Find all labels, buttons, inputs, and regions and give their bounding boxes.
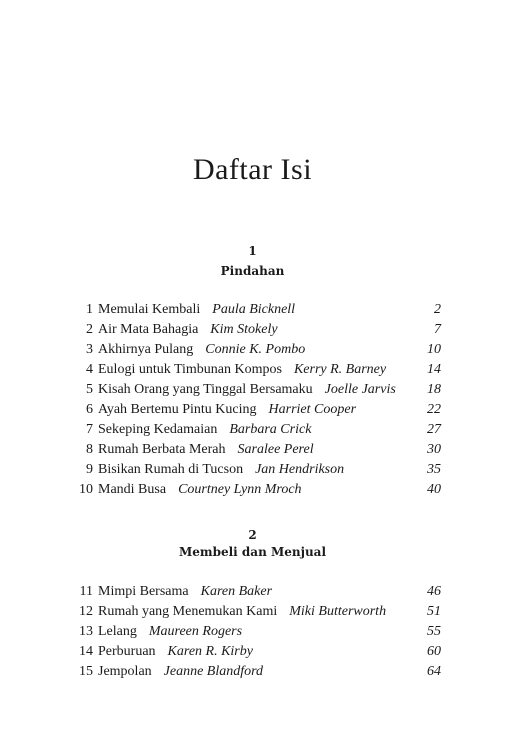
entry-number: 9 — [86, 462, 93, 477]
entry-page-number: 27 — [427, 422, 441, 437]
entry-number: 4 — [86, 362, 93, 377]
entry-author: Miki Butterworth — [289, 604, 387, 619]
entry-title: Lelang — [98, 624, 137, 639]
entry-number: 5 — [86, 382, 93, 397]
entry-text — [98, 402, 356, 418]
entry-number: 11 — [79, 584, 93, 599]
entry-title: Ayah Bertemu Pintu Kucing — [98, 402, 257, 417]
toc-entry — [0, 644, 505, 664]
entry-text — [98, 362, 386, 378]
entry-title: Jempolan — [98, 664, 152, 679]
entry-text — [98, 624, 242, 640]
entry-text — [98, 422, 311, 438]
entry-page-number: 51 — [427, 604, 441, 619]
part-title: Pindahan — [220, 264, 285, 278]
entry-text — [98, 302, 295, 318]
entry-title: Bisikan Rumah di Tucson — [98, 462, 244, 477]
entry-page-number: 46 — [427, 584, 441, 599]
entry-number: 6 — [86, 402, 93, 417]
entry-title: Kisah Orang yang Tinggal Bersamaku — [98, 382, 313, 397]
entry-page-number: 35 — [427, 462, 441, 477]
toc-entry — [0, 604, 505, 624]
toc-entry — [0, 382, 505, 402]
toc-entry — [0, 402, 505, 422]
entry-text — [98, 382, 396, 398]
entry-page-number: 22 — [427, 402, 441, 417]
entry-page-number: 40 — [427, 482, 441, 497]
entry-page-number: 10 — [427, 342, 441, 357]
entry-author: Jeanne Blandford — [163, 664, 264, 679]
entry-author: Karen R. Kirby — [167, 644, 253, 659]
part-number: 1 — [248, 244, 257, 258]
page-title: Daftar Isi — [192, 153, 313, 186]
entry-text — [98, 442, 314, 458]
toc-entry — [0, 624, 505, 644]
entry-text — [98, 342, 305, 358]
entry-text — [98, 462, 344, 478]
entry-text — [98, 604, 386, 620]
entry-title: Perburuan — [98, 644, 156, 659]
entry-text — [98, 664, 263, 680]
entry-text — [98, 584, 272, 600]
entry-author: Saralee Perel — [237, 442, 314, 457]
entry-number: 8 — [86, 442, 93, 457]
entry-page-number: 60 — [427, 644, 441, 659]
toc-entry — [0, 342, 505, 362]
entry-page-number: 18 — [427, 382, 441, 397]
entry-page-number: 55 — [427, 624, 441, 639]
entry-title: Air Mata Bahagia — [98, 322, 199, 337]
entry-title: Memulai Kembali — [98, 302, 201, 317]
entry-author: Kerry R. Barney — [293, 362, 387, 377]
entry-author: Karen Baker — [200, 584, 273, 599]
entry-number: 15 — [79, 664, 93, 679]
toc-entry — [0, 482, 505, 502]
toc-entry — [0, 302, 505, 322]
toc-entry — [0, 322, 505, 342]
entry-title: Rumah Berbata Merah — [98, 442, 226, 457]
entry-number: 7 — [86, 422, 93, 437]
entry-title: Rumah yang Menemukan Kami — [98, 604, 278, 619]
entry-author: Joelle Jarvis — [324, 382, 396, 397]
entry-page-number: 64 — [427, 664, 441, 679]
entry-author: Jan Hendrikson — [255, 462, 345, 477]
entry-author: Kim Stokely — [210, 322, 278, 337]
toc-entry — [0, 422, 505, 442]
entry-title: Sekeping Kedamaian — [98, 422, 218, 437]
toc-entry — [0, 442, 505, 462]
entry-page-number: 14 — [427, 362, 441, 377]
entry-author: Harriet Cooper — [268, 402, 357, 417]
entry-text — [98, 644, 253, 660]
entry-author: Connie K. Pombo — [205, 342, 306, 357]
entry-page-number: 7 — [434, 322, 441, 337]
toc-entry — [0, 664, 505, 684]
entry-author: Barbara Crick — [229, 422, 312, 437]
entry-number: 12 — [79, 604, 93, 619]
entry-number: 1 — [86, 302, 93, 317]
entry-author: Courtney Lynn Mroch — [178, 482, 302, 497]
toc-entry — [0, 362, 505, 382]
entry-author: Maureen Rogers — [148, 624, 243, 639]
toc-entry — [0, 584, 505, 604]
entry-number: 14 — [79, 644, 93, 659]
part-title: Membeli dan Menjual — [178, 545, 327, 559]
entry-number: 2 — [86, 322, 93, 337]
entry-author: Paula Bicknell — [212, 302, 296, 317]
entry-text — [98, 322, 278, 338]
entry-text — [98, 482, 302, 498]
entry-number: 10 — [79, 482, 93, 497]
entry-page-number: 2 — [434, 302, 441, 317]
part-number: 2 — [248, 528, 257, 542]
entry-page-number: 30 — [427, 442, 441, 457]
entry-number: 3 — [86, 342, 93, 357]
entry-number: 13 — [79, 624, 93, 639]
entry-title: Mandi Busa — [98, 482, 167, 497]
entry-title: Eulogi untuk Timbunan Kompos — [98, 362, 282, 377]
entry-title: Mimpi Bersama — [98, 584, 189, 599]
entry-title: Akhirnya Pulang — [98, 342, 194, 357]
toc-entry — [0, 462, 505, 482]
